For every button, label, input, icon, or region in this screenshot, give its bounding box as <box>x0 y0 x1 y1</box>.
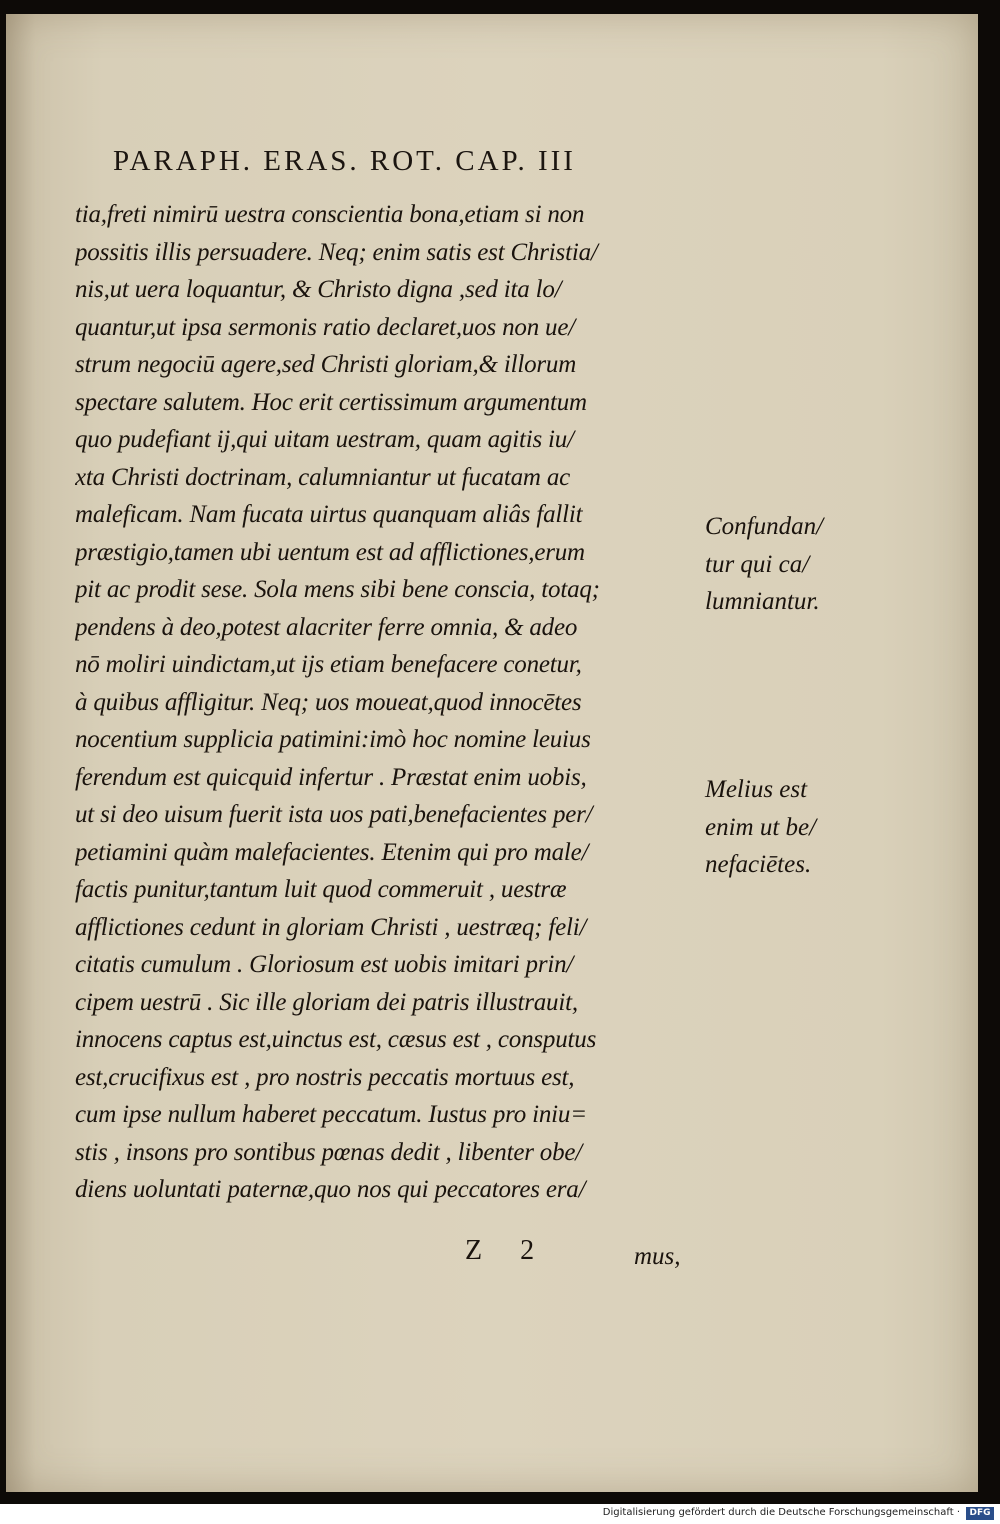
text-line: à quibus affligitur. Neq; uos moueat,quod innocētes <box>75 688 582 716</box>
text-line: possitis illis persuadere. Neq; enim satis est Christia/ <box>75 238 598 266</box>
text-line: cum ipse nullum haberet peccatum. Iustus pro iniu= <box>75 1101 587 1128</box>
marginal-note-line: enim ut be/ <box>705 813 817 841</box>
marginal-note-line: tur qui ca/ <box>705 550 810 578</box>
text-line: afflictiones cedunt in gloriam Christi , uestræq; feli/ <box>75 913 587 941</box>
marginal-note-melius <box>705 771 855 884</box>
text-line: quantur,ut ipsa sermonis ratio declaret,uos non ue/ <box>75 313 575 341</box>
marginal-note-line: Melius est <box>705 776 808 803</box>
text-line: xta Christi doctrinam, calumniantur ut fucatam ac <box>75 463 571 491</box>
text-line: maleficam. Nam fucata uirtus quanquam aliâs fallit <box>75 501 583 528</box>
marginal-note-confundantur <box>705 508 855 621</box>
text-line: strum negociū agere,sed Christi gloriam,& illorum <box>75 351 577 378</box>
text-line: ferendum est quicquid infertur . Præstat enim uobis, <box>75 763 587 791</box>
marginal-note-line: lumniantur. <box>705 588 820 615</box>
text-line: quo pudefiant ij,qui uitam uestram, quam agitis iu/ <box>75 426 574 453</box>
text-line: factis punitur,tantum luit quod commeruit , uestræ <box>75 876 567 903</box>
signature-letter: Z <box>465 1235 483 1266</box>
text-line: diens uoluntati paternæ,quo nos qui peccatores era/ <box>75 1176 586 1203</box>
text-line: pendens à deo,potest alacriter ferre omnia, & adeo <box>75 613 578 641</box>
signature-number: 2 <box>520 1235 535 1266</box>
signature-mark <box>465 1235 572 1267</box>
text-line: est,crucifixus est , pro nostris peccatis mortuus est, <box>75 1063 575 1091</box>
text-line: nocentium supplicia patimini:imò hoc nomine leuius <box>75 726 591 753</box>
text-line: petiamini quàm malefacientes. Etenim qui pro male/ <box>75 838 589 866</box>
footer-bar <box>0 1504 1000 1524</box>
text-line: nis,ut uera loquantur, & Christo digna ,sed ita lo/ <box>75 276 562 303</box>
marginal-note-line: Confundan/ <box>705 513 824 540</box>
text-line: pit ac prodit sese. Sola mens sibi bene conscia, totaq; <box>75 576 600 603</box>
marginal-note-line: nefaciētes. <box>705 851 812 878</box>
text-line: ut si deo uisum fuerit ista uos pati,benefacientes per/ <box>75 801 593 828</box>
text-line: spectare salutem. Hoc erit certissimum argumentum <box>75 388 587 416</box>
text-line: stis , insons pro sontibus pœnas dedit , libenter obe/ <box>75 1138 583 1166</box>
text-line: nō moliri uindictam,ut ijs etiam benefacere conetur, <box>75 651 582 678</box>
funding-credit: Digitalisierung gefördert durch die Deutsche Forschungsgemeinschaft · <box>602 1507 960 1518</box>
body-text <box>75 196 705 1209</box>
text-line: præstigio,tamen ubi uentum est ad afflictiones,erum <box>75 538 585 566</box>
catchword: mus, <box>634 1243 681 1270</box>
dfg-logo: DFG <box>966 1507 994 1520</box>
running-head: PARAPH. ERAS. ROT. CAP. III <box>113 145 576 177</box>
text-line: tia,freti nimirū uestra conscientia bona,etiam si non <box>75 201 585 228</box>
text-line: innocens captus est,uinctus est, cæsus est , consputus <box>75 1026 597 1053</box>
text-line: citatis cumulum . Gloriosum est uobis imitari prin/ <box>75 951 574 978</box>
text-line: cipem uestrū . Sic ille gloriam dei patris illustrauit, <box>75 988 578 1016</box>
